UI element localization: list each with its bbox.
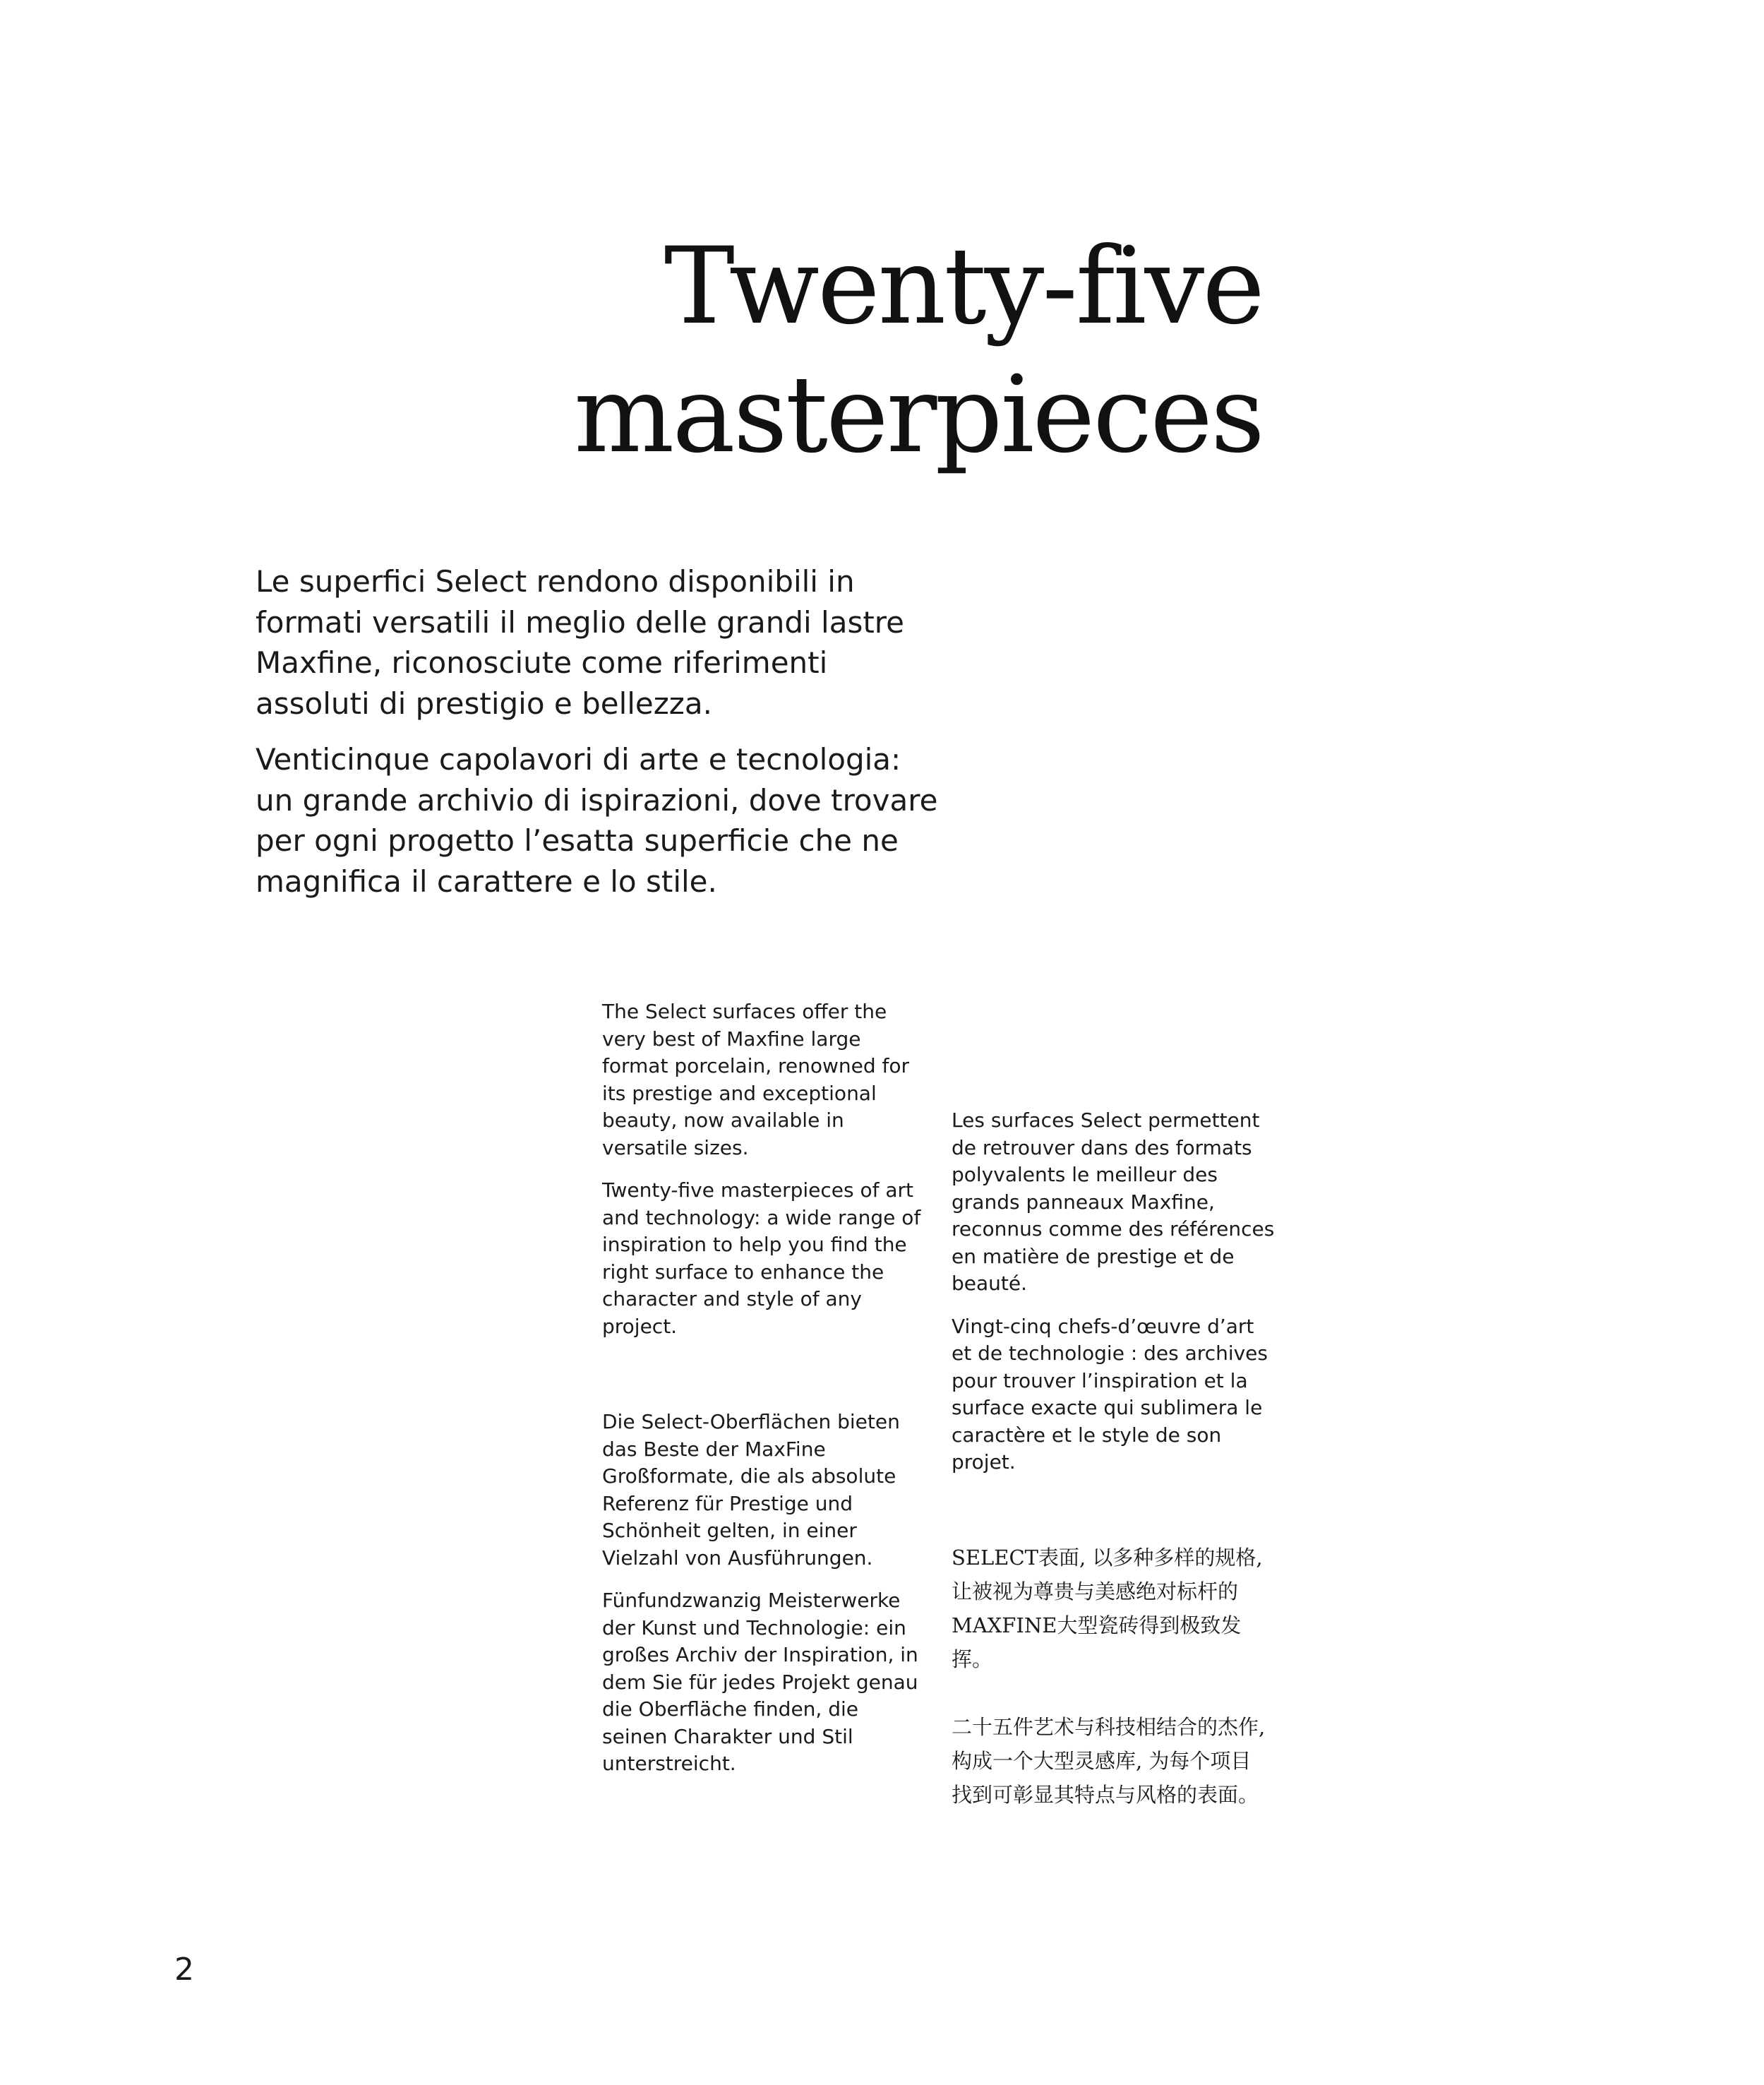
chinese-paragraph-2: 二十五件艺术与科技相结合的杰作, 构成一个大型灵感库, 为每个项目找到可彰显其特点与风格的表面。 <box>952 1715 1266 1807</box>
title-line-2: masterpieces <box>574 354 1263 477</box>
french-paragraph-2: Vingt-cinq chefs-d’œuvre d’art et de technologie : des archives pour trouver l’inspiration et la surface exacte qui sublimera le caractère et le style de son projet. <box>952 1314 1268 1474</box>
intro-paragraph-2: Venticinque capolavori di arte e tecnologia: un grande archivio di ispirazioni, dove trovare per ogni progetto l’esatta superficie che ne magnifica il carattere e lo stile. <box>256 742 938 899</box>
intro-paragraph-1: Le superfici Select rendono disponibili in formati versatili il meglio delle grandi lastre Maxfine, riconosciute come riferimenti assoluti di prestigio e bellezza. <box>256 564 904 721</box>
german-paragraph-1: Die Select-Oberflächen bieten das Beste der MaxFine Großformate, die als absolute Referenz für Prestige und Schönheit gelten, in einer Vielzahl von Ausführungen. <box>602 1410 900 1570</box>
french-text-block <box>952 1107 1276 1492</box>
french-paragraph-1: Les surfaces Select permettent de retrouver dans des formats polyvalents le meilleur des grands panneaux Maxfine, reconnus comme des références en matière de prestige et de beauté. <box>952 1109 1275 1295</box>
page-number: 2 <box>174 1952 194 1988</box>
title-line-1: Twenty-five <box>664 225 1263 348</box>
english-text-block <box>602 998 927 1356</box>
chinese-text-block <box>952 1541 1269 1846</box>
english-paragraph-1: The Select surfaces offer the very best of Maxfine large format porcelain, renowned for its prestige and exceptional beauty, now available in versatile sizes. <box>602 1000 910 1159</box>
english-paragraph-2: Twenty-five masterpieces of art and technology: a wide range of inspiration to help you find the right surface to enhance the character and style of any project. <box>602 1178 921 1338</box>
german-text-block <box>602 1409 927 1793</box>
intro-italian <box>256 561 947 917</box>
page-title <box>574 222 1263 479</box>
chinese-paragraph-1: SELECT表面, 以多种多样的规格, 让被视为尊贵与美感绝对标杆的MAXFINE大型瓷砖得到极致发挥。 <box>952 1546 1263 1671</box>
german-paragraph-2: Fünfundzwanzig Meisterwerke der Kunst und Technologie: ein großes Archiv der Inspiration, in dem Sie für jedes Projekt genau die Oberfläche finden, die seinen Charakter und Stil unterstreicht. <box>602 1589 918 1775</box>
